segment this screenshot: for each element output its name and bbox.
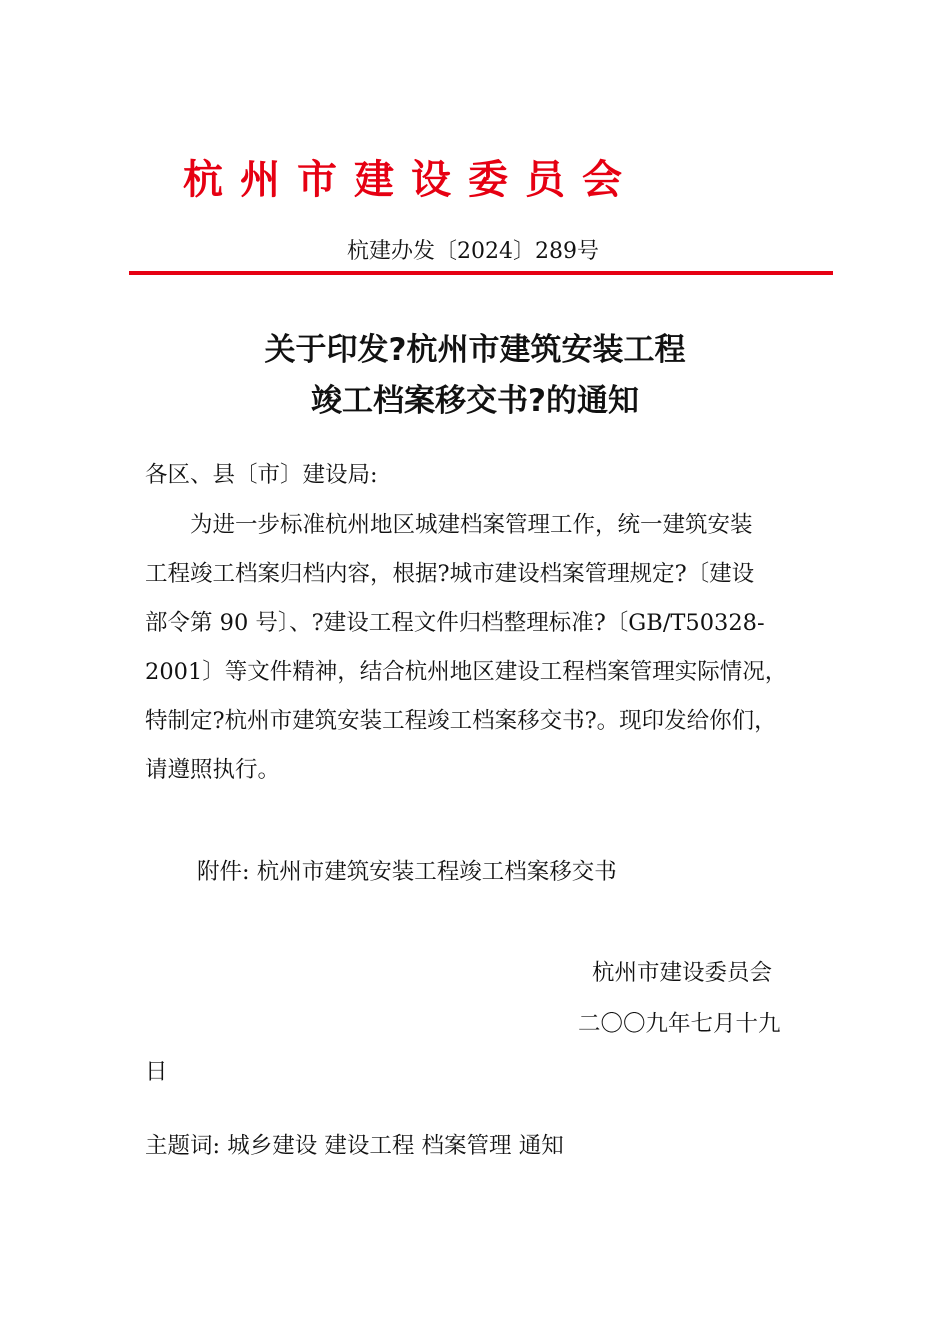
signer-name: 杭州市建设委员会 xyxy=(592,960,773,986)
issue-date-tail: 日 xyxy=(145,1059,168,1085)
salutation: 各区、县〔市〕建设局: xyxy=(145,462,378,488)
document-title-line-1: 关于印发?杭州市建筑安装工程 xyxy=(264,332,686,368)
body-line: 部令第 90 号〕、?建设工程文件归档整理标准?〔GB/T50328- xyxy=(145,610,765,636)
document-title-line-2: 竣工档案移交书?的通知 xyxy=(311,383,639,419)
issuer-heading: 杭州市建设委员会 xyxy=(183,157,639,203)
issue-date: 二〇〇九年七月十九 xyxy=(578,1011,781,1037)
body-line: 2001〕等文件精神，结合杭州地区建设工程档案管理实际情况， xyxy=(145,659,788,685)
body-line: 工程竣工档案归档内容，根据?城市建设档案管理规定?〔建设 xyxy=(145,561,755,587)
body-line: 为进一步标准杭州地区城建档案管理工作，统一建筑安装 xyxy=(190,512,753,538)
attachment-note: 附件: 杭州市建筑安装工程竣工档案移交书 xyxy=(197,859,617,885)
subject-keywords: 主题词: 城乡建设 建设工程 档案管理 通知 xyxy=(145,1133,564,1159)
body-paragraph xyxy=(145,501,825,795)
document-number: 杭建办发〔2024〕289号 xyxy=(347,239,599,264)
body-line: 请遵照执行。 xyxy=(145,757,281,783)
red-divider-line xyxy=(129,271,833,275)
body-line: 特制定?杭州市建筑安装工程竣工档案移交书?。现印发给你们， xyxy=(145,708,777,734)
